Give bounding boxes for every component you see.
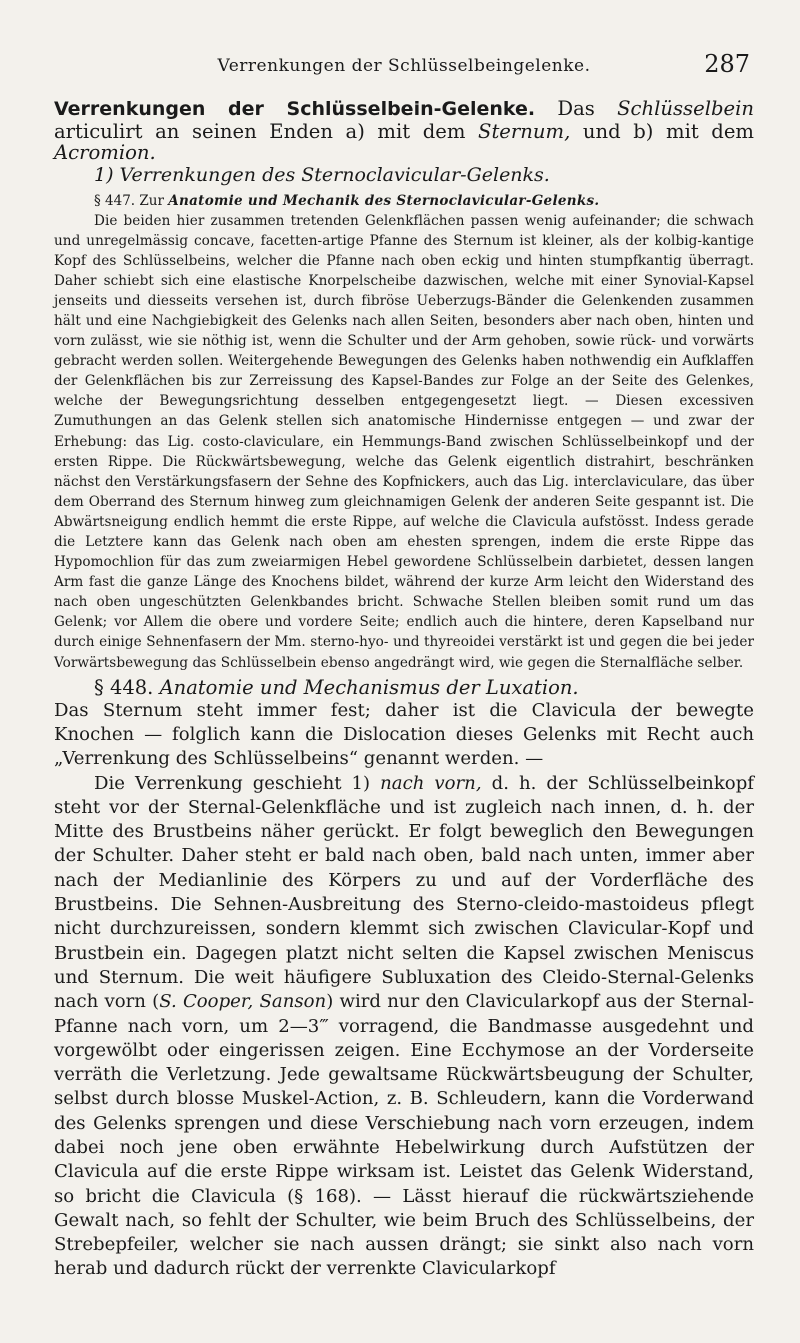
section-447-heading xyxy=(94,191,754,211)
section-447-number: § 447. xyxy=(94,192,136,209)
subheading: 1) Verrenkungen des Sternoclavicular-Gelenks. xyxy=(94,163,550,186)
page-body xyxy=(54,98,754,1282)
lead-term-acromion: Acromion. xyxy=(54,141,156,164)
lead-text-3: und b) mit dem xyxy=(570,119,754,143)
lead-term-schluesselbein: Schlüsselbein xyxy=(617,97,754,120)
lead-text-1: Das xyxy=(535,97,618,120)
running-title: Verrenkungen der Schlüsselbeingelenke. xyxy=(217,56,591,76)
p2-term-nach-vorn: nach vorn, xyxy=(380,772,482,794)
p2-text-b: d. h. der Schlüsselbeinkopf steht vor der Sternal-Gelenkfläche und ist zugleich nach innen, d. h. der Mitte des Brustbeins näher gerückt. Er folgt beweglich den Bewegungen der Schulter. Daher steht er bald nach oben, bald nach unten, immer aber nach der Medianlinie des Körpers zu und auf der Vorderfläche des Brustbeins. Die Sehnen-Ausbreitung des Sterno-cleido-mastoideus pflegt nicht durchzureissen, sondern klemmt sich zwischen Clavicular-Kopf und Brustbein ein. Dagegen platzt nicht selten die Kapsel zwischen Meniscus und Sternum. Die weit häufigere Subluxation des Cleido-Sternal-Gelenks nach vorn ( xyxy=(54,772,754,1013)
section-448-title: Anatomie und Mechanismus der Luxation. xyxy=(159,675,579,699)
section-448-heading xyxy=(94,677,754,699)
section-448-paragraph-2 xyxy=(54,772,754,1282)
page-number: 287 xyxy=(704,50,750,78)
p2-authors: S. Cooper, Sanson xyxy=(159,991,327,1013)
p2-text-a: Die Verrenkung geschieht 1) xyxy=(94,772,381,794)
section-447-text: Die beiden hier zusammen tretenden Gelenkflächen passen wenig aufeinander; die schwach und unregelmässig concave, facetten-artige Pfanne des Sternum ist kleiner, als der kolbig-kantige Kopf des Schlüsselbeins, welcher die Pfanne nach oben eckig und hinten stumpfkantig überragt. Daher schiebt sich eine elastische Knorpelscheibe dazwischen, welche mit einer Synovial-Kapsel jenseits und diesseits versehen ist, durch fibröse Ueberzugs-Bänder die Gelenkenden zusammen hält und eine Nachgiebigkeit des Gelenks nach allen Seiten, besonders aber nach oben, hinten und vorn zulässt, wie sie nöthig ist, wenn die Schulter und der Arm gehoben, sowie rück- und vorwärts gebracht werden sollen. Weitergehende Bewegungen des Gelenks haben nothwendig ein Aufklaffen der Gelenkflächen bis zur Zerreissung des Kapsel-Bandes zur Folge an der Seite des Gelenkes, welche der Bewegungsrichtung desselben entgegengesetzt liegt. — Diesen excessiven Zumuthungen an das Gelenk stellen sich anatomische Hindernisse entgegen — und zwar der Erhebung: das Lig. costo-claviculare, ein Hemmungs-Band zwischen Schlüsselbeinkopf und der ersten Rippe. Die Rückwärtsbewegung, welche das Gelenk eigentlich distrahirt, beschränken nächst den Verstärkungsfasern der Sehne des Kopfnickers, auch das Lig. interclaviculare, das über dem Oberrand des Sternum hinweg zum gleichnamigen Gelenk der anderen Seite gespannt ist. Die Abwärtsneigung endlich hemmt die erste Rippe, auf welche die Clavicula aufstösst. Indess gerade die Letztere kann das Gelenk nach oben am ehesten sprengen, indem die erste Rippe das Hypomochlion für das zum zweiarmigen Hebel gewordene Schlüsselbein darbietet, dessen langen Arm fast die ganze Länge des Knochens bildet, während der kurze Arm leicht den Widerstand des nach oben ungeschützten Gelenkbandes bricht. Schwache Stellen bleiben somit rund um das Gelenk; vor Allem die obere und vordere Seite; endlich auch die hintere, deren Kapselband nur durch einige Sehnenfasern der Mm. sterno-hyo- und thyreoidei verstärkt ist und gegen die bei jeder Vorwärtsbewegung das Schlüsselbein ebenso angedrängt wird, wie gegen die Sternalfläche selber. xyxy=(54,212,754,671)
chapter-heading: Verrenkungen der Schlüsselbein-Gelenke. xyxy=(54,98,536,120)
section-447-prefix: Zur xyxy=(135,192,169,209)
section-448-paragraph-1: Das Sternum steht immer fest; daher ist die Clavicula der bewegte Knochen — folglich kann die Dislocation dieses Gelenks mit Recht auch „Verrenkung des Schlüsselbeins“ genannt werden. — xyxy=(54,699,754,770)
lead-text-2: articulirt an seinen Enden a) mit dem xyxy=(54,119,479,143)
running-head xyxy=(54,50,754,80)
p2-text-c: ) wird nur den Clavicularkopf aus der Sternal-Pfanne nach vorn, um 2—3‴ vorragend, die Bandmasse ausgedehnt und vorgewölbt oder eingerissen zeigen. Eine Ecchymose an der Vorderseite verräth die Verletzung. Jede gewaltsame Rückwärtsbeugung der Schulter, selbst durch blosse Muskel-Action, z. B. Schleudern, kann die Vorderwand des Gelenks sprengen und diese Verschiebung nach vorn erzeugen, indem dabei noch jene oben erwähnte Hebelwirkung durch Aufstützen der Clavicula auf die erste Rippe wirksam ist. Leistet das Gelenk Widerstand, so bricht die Clavicula (§ 168). — Lässt hierauf die rückwärtsziehende Gewalt nach, so fehlt der Schulter, wie beim Bruch des Schlüsselbeins, der Strebepfeiler, welcher sie nach aussen drängt; sie sinkt also nach vorn herab und dadurch rückt der verrenkte Clavicularkopf xyxy=(54,991,754,1280)
section-448-number: § 448. xyxy=(94,675,154,699)
chapter-lead xyxy=(54,98,754,164)
section-447-title: Anatomie und Mechanik des Sternoclavicular-Gelenks. xyxy=(168,192,600,209)
lead-term-sternum: Sternum, xyxy=(478,119,571,143)
